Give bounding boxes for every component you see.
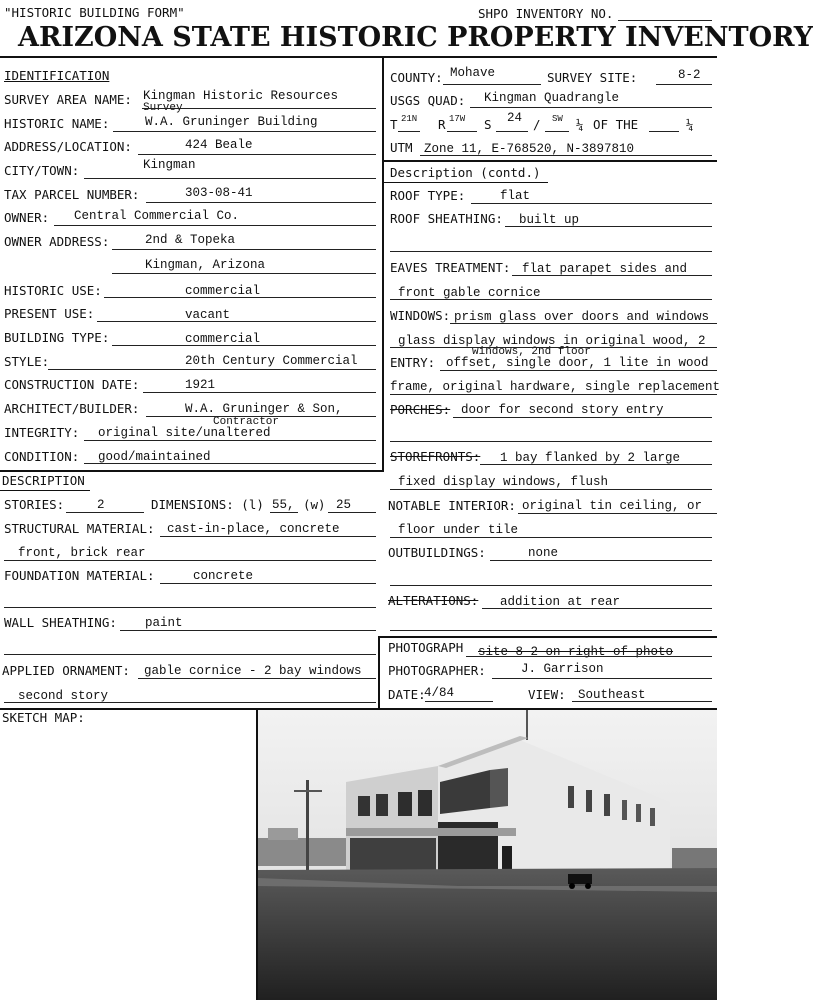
notable-interior-label: NOTABLE INTERIOR: bbox=[388, 498, 516, 513]
photograph-label: PHOTOGRAPH bbox=[388, 640, 464, 655]
eaves-line-2 bbox=[390, 299, 712, 300]
owner-line bbox=[54, 225, 376, 226]
county-label: COUNTY: bbox=[390, 70, 443, 85]
roof-sheathing-line-2 bbox=[390, 251, 712, 252]
stories-label: STORIES: bbox=[4, 497, 65, 512]
wall-sheathing-label: WALL SHEATHING: bbox=[4, 615, 117, 630]
date-value: 4/84 bbox=[424, 686, 455, 700]
historic-name-value: W.A. Gruninger Building bbox=[145, 115, 318, 129]
center-divider bbox=[382, 56, 384, 470]
notable-interior-value-2: floor under tile bbox=[398, 523, 519, 537]
historic-name-label: HISTORIC NAME: bbox=[4, 116, 110, 131]
quarter-line bbox=[545, 131, 569, 132]
eaves-value-2: front gable cornice bbox=[398, 286, 541, 300]
roof-type-line bbox=[471, 203, 712, 204]
township-value: 21N bbox=[401, 114, 418, 124]
section-label: S bbox=[484, 117, 492, 132]
photographer-value: J. Garrison bbox=[521, 662, 604, 676]
survey-area-label: SURVEY AREA NAME: bbox=[4, 92, 132, 107]
usgs-quad-value: Kingman Quadrangle bbox=[484, 91, 620, 105]
utm-label: UTM bbox=[390, 140, 413, 155]
integrity-label: INTEGRITY: bbox=[4, 425, 80, 440]
construction-date-line bbox=[143, 392, 376, 393]
photograph-value: site 8-2 on right of photo bbox=[478, 645, 674, 659]
condition-value: good/maintained bbox=[98, 450, 211, 464]
stories-value: 2 bbox=[97, 498, 105, 512]
photo-left-rule bbox=[378, 636, 380, 708]
form-name: "HISTORIC BUILDING FORM" bbox=[4, 5, 185, 20]
alterations-line-2 bbox=[390, 630, 712, 631]
section-value: 24 bbox=[507, 111, 523, 125]
survey-area-value: Kingman Historic Resources bbox=[143, 89, 339, 103]
tax-parcel-label: TAX PARCEL NUMBER: bbox=[4, 187, 140, 202]
notable-interior-line bbox=[518, 513, 717, 514]
windows-value: prism glass over doors and windows bbox=[454, 310, 710, 324]
distant-buildings bbox=[258, 838, 348, 866]
dimensions-length-value: 55, bbox=[272, 498, 295, 512]
condition-label: CONDITION: bbox=[4, 449, 80, 464]
building-type-label: BUILDING TYPE: bbox=[4, 330, 110, 345]
style-label: STYLE: bbox=[4, 354, 50, 369]
storefronts-line-2 bbox=[390, 489, 712, 490]
county-line bbox=[443, 84, 541, 85]
photograph-line bbox=[466, 656, 712, 657]
description-contd-rule bbox=[384, 182, 548, 183]
foundation-material-value: concrete bbox=[193, 569, 254, 583]
utm-line bbox=[420, 155, 712, 156]
stories-line bbox=[66, 512, 144, 513]
porches-label: PORCHES: bbox=[390, 402, 451, 417]
applied-ornament-label: APPLIED ORNAMENT: bbox=[2, 663, 130, 678]
style-value: 20th Century Commercial bbox=[185, 354, 358, 368]
survey-site-line bbox=[656, 84, 712, 85]
integrity-value: original site/unaltered bbox=[98, 426, 271, 440]
present-use-label: PRESENT USE: bbox=[4, 306, 95, 321]
address-value: 424 Beale bbox=[185, 138, 253, 152]
structural-material-line bbox=[160, 536, 376, 537]
integrity-line bbox=[84, 440, 376, 441]
range-value: 17W bbox=[449, 114, 466, 124]
township-label: T bbox=[390, 117, 398, 132]
quarter-value: SW bbox=[552, 114, 563, 124]
windows-line-2 bbox=[390, 347, 717, 348]
storefronts-label: STOREFRONTS: bbox=[390, 449, 481, 464]
range-label: R bbox=[438, 117, 446, 132]
architect-line bbox=[146, 416, 376, 417]
section-slash: / bbox=[533, 117, 541, 132]
dimensions-width-value: 25 bbox=[336, 498, 352, 512]
shpo-label: SHPO INVENTORY NO. bbox=[478, 6, 614, 21]
owner-address-line-2 bbox=[112, 273, 376, 274]
usgs-quad-label: USGS QUAD: bbox=[390, 93, 466, 108]
city-line bbox=[84, 178, 376, 179]
range-line bbox=[447, 131, 477, 132]
location-bottom-rule bbox=[384, 160, 717, 162]
wall-sheathing-line-2 bbox=[4, 654, 376, 655]
building-type-value: commercial bbox=[185, 332, 261, 346]
construction-date-value: 1921 bbox=[185, 378, 216, 392]
notable-interior-value: original tin ceiling, or bbox=[522, 499, 703, 513]
entry-line-2 bbox=[390, 394, 717, 395]
entry-line bbox=[440, 370, 717, 371]
style-line bbox=[48, 369, 376, 370]
car bbox=[568, 874, 592, 884]
entry-label: ENTRY: bbox=[390, 355, 436, 370]
historic-use-value: commercial bbox=[185, 284, 261, 298]
date-label: DATE: bbox=[388, 687, 426, 702]
view-label: VIEW: bbox=[528, 687, 566, 702]
date-line bbox=[425, 701, 493, 702]
sketch-map-label: SKETCH MAP: bbox=[2, 710, 85, 725]
quarter-symbol-2: ¼ bbox=[686, 117, 694, 132]
roof-type-value: flat bbox=[500, 189, 531, 203]
alterations-value: addition at rear bbox=[500, 595, 621, 609]
roof-type-label: ROOF TYPE: bbox=[390, 188, 466, 203]
eaves-line bbox=[512, 275, 712, 276]
alterations-line bbox=[482, 608, 712, 609]
windows-line bbox=[450, 323, 717, 324]
alterations-label: ALTERATIONS: bbox=[388, 593, 479, 608]
owner-address-line bbox=[112, 249, 376, 250]
entry-value: offset, single door, 1 lite in wood bbox=[446, 356, 709, 370]
applied-ornament-line-2 bbox=[4, 702, 376, 703]
entry-value-2: frame, original hardware, single replacement bbox=[390, 380, 721, 394]
architect-value: W.A. Gruninger & Son, bbox=[185, 402, 343, 416]
outbuildings-label: OUTBUILDINGS: bbox=[388, 545, 486, 560]
identification-bottom-rule bbox=[0, 470, 384, 472]
address-label: ADDRESS/LOCATION: bbox=[4, 139, 132, 154]
description-heading: DESCRIPTION bbox=[2, 473, 85, 488]
applied-ornament-value: gable cornice - 2 bay windows bbox=[144, 664, 362, 678]
storefront bbox=[350, 838, 436, 874]
utm-value: Zone 11, E-768520, N-3897810 bbox=[424, 142, 635, 156]
foundation-material-line-2 bbox=[4, 607, 376, 608]
eaves-label: EAVES TREATMENT: bbox=[390, 260, 511, 275]
foundation-material-label: FOUNDATION MATERIAL: bbox=[4, 568, 155, 583]
notable-interior-line-2 bbox=[390, 537, 712, 538]
roof-sheathing-line bbox=[505, 226, 712, 227]
usgs-quad-line bbox=[470, 107, 712, 108]
section-line bbox=[496, 131, 528, 132]
structural-material-label: STRUCTURAL MATERIAL: bbox=[4, 521, 155, 536]
windows-value-2: glass display windows in original wood, 2 bbox=[398, 334, 706, 348]
description-rule bbox=[0, 490, 90, 491]
building-type-line bbox=[112, 345, 376, 346]
porches-value: door for second story entry bbox=[461, 403, 664, 417]
county-value: Mohave bbox=[450, 66, 496, 80]
owner-address-value: 2nd & Topeka bbox=[145, 233, 236, 247]
structural-material-line-2 bbox=[4, 560, 376, 561]
quarter-symbol: ¼ bbox=[576, 117, 584, 132]
owner-address-value-2: Kingman, Arizona bbox=[145, 258, 266, 272]
porches-line-2 bbox=[390, 441, 712, 442]
survey-area-value-2: Survey bbox=[143, 102, 183, 114]
survey-site-label: SURVEY SITE: bbox=[547, 70, 638, 85]
photo-top-rule bbox=[378, 636, 717, 638]
architect-value-2: Contractor bbox=[213, 416, 280, 428]
photographer-label: PHOTOGRAPHER: bbox=[388, 663, 486, 678]
windows-value-3: windows, 2nd floor bbox=[472, 346, 591, 358]
present-use-value: vacant bbox=[185, 308, 231, 322]
foundation-material-line bbox=[160, 583, 376, 584]
photographer-line bbox=[492, 678, 712, 679]
dimensions-width-label: (w) bbox=[303, 497, 326, 512]
present-use-line bbox=[97, 321, 376, 322]
view-value: Southeast bbox=[578, 688, 646, 702]
tax-parcel-value: 303-08-41 bbox=[185, 186, 253, 200]
storefronts-line bbox=[480, 464, 712, 465]
survey-site-value: 8-2 bbox=[678, 68, 701, 82]
applied-ornament-value-2: second story bbox=[18, 689, 109, 703]
shpo-line bbox=[618, 20, 712, 21]
storefronts-value-2: fixed display windows, flush bbox=[398, 475, 609, 489]
survey-area-line bbox=[142, 108, 376, 109]
top-rule bbox=[0, 56, 717, 58]
applied-ornament-line bbox=[138, 678, 376, 679]
description-contd-heading: Description (contd.) bbox=[390, 165, 541, 180]
owner-value: Central Commercial Co. bbox=[74, 209, 240, 223]
eaves-value: flat parapet sides and bbox=[522, 262, 688, 276]
wall-sheathing-line bbox=[120, 630, 376, 631]
dimensions-label: DIMENSIONS: (l) bbox=[151, 497, 264, 512]
dimensions-length-line bbox=[270, 512, 298, 513]
identification-heading: IDENTIFICATION bbox=[4, 68, 110, 83]
utility-pole bbox=[306, 780, 309, 870]
city-label: CITY/TOWN: bbox=[4, 163, 80, 178]
tax-parcel-line bbox=[146, 202, 376, 203]
wall-sheathing-value: paint bbox=[145, 616, 183, 630]
structural-material-value-2: front, brick rear bbox=[18, 546, 146, 560]
historic-use-label: HISTORIC USE: bbox=[4, 283, 102, 298]
storefronts-value: 1 bay flanked by 2 large bbox=[500, 451, 681, 465]
outbuildings-value: none bbox=[528, 546, 559, 560]
of-the-line bbox=[649, 131, 679, 132]
city-value: Kingman bbox=[143, 158, 196, 172]
owner-label: OWNER: bbox=[4, 210, 50, 225]
condition-line bbox=[84, 463, 376, 464]
page-title: ARIZONA STATE HISTORIC PROPERTY INVENTORY bbox=[18, 22, 813, 53]
building-photo bbox=[258, 710, 717, 1000]
outbuildings-line bbox=[490, 560, 712, 561]
historic-use-line bbox=[104, 297, 376, 298]
dimensions-width-line bbox=[328, 512, 376, 513]
owner-address-label: OWNER ADDRESS: bbox=[4, 234, 110, 249]
windows-label: WINDOWS: bbox=[390, 308, 451, 323]
structural-material-value: cast-in-place, concrete bbox=[167, 522, 340, 536]
view-line bbox=[572, 701, 712, 702]
porches-line bbox=[453, 417, 712, 418]
historic-name-line bbox=[113, 131, 376, 132]
roof-sheathing-value: built up bbox=[519, 213, 580, 227]
construction-date-label: CONSTRUCTION DATE: bbox=[4, 377, 140, 392]
roof-sheathing-label: ROOF SHEATHING: bbox=[390, 211, 503, 226]
address-line bbox=[138, 154, 376, 155]
township-line bbox=[398, 131, 420, 132]
architect-label: ARCHITECT/BUILDER: bbox=[4, 401, 140, 416]
outbuildings-line-2 bbox=[390, 585, 712, 586]
of-the-label: OF THE bbox=[593, 117, 639, 132]
